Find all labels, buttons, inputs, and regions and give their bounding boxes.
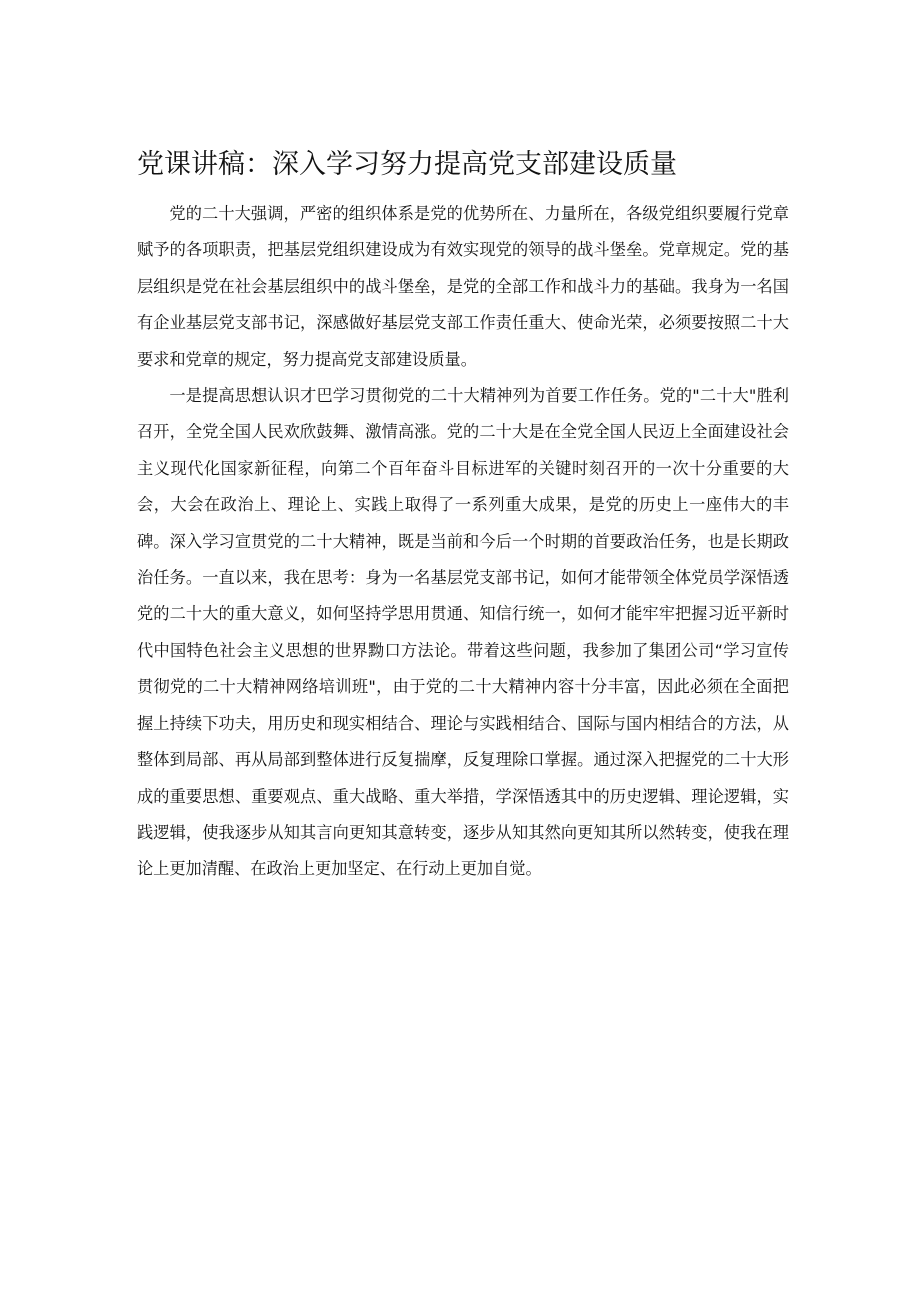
document-body	[137, 196, 789, 888]
document-title: 党课讲稿：深入学习努力提高党支部建设质量	[137, 149, 677, 180]
paragraph-intro: 党的二十大强调，严密的组织体系是党的优势所在、力量所在，各级党组织要履行党章赋予的各项职责，把基层党组织建设成为有效实现党的领导的战斗堡垒。党章规定。党的基层组织是党在社会基层组织中的战斗堡垒，是党的全部工作和战斗力的基础。我身为一名国有企业基层党支部书记，深感做好基层党支部工作责任重大、使命光荣，必须要按照二十大要求和党章的规定，努力提高党支部建设质量。	[137, 204, 789, 369]
paragraph-point-one: 一是提高思想认识才巴学习贯彻党的二十大精神列为首要工作任务。党的"二十大"胜利召开，全党全国人民欢欣鼓舞、激情高涨。党的二十大是在全党全国人民迈上全面建设社会主义现代化国家新征程，向第二个百年奋斗目标进军的关键时刻召开的一次十分重要的大会，大会在政治上、理论上、实践上取得了一系列重大成果，是党的历史上一座伟大的丰碑。深入学习宣贯党的二十大精神，既是当前和今后一个时期的首要政治任务，也是长期政治任务。一直以来，我在思考：身为一名基层党支部书记，如何才能带领全体党员学深悟透党的二十大的重大意义，如何坚持学思用贯通、知信行统一，如何才能牢牢把握习近平新时代中国特色社会主义思想的世界黝口方法论。带着这些问题，我参加了集团公司“学习宣传贯彻党的二十大精神网络培训班"，由于党的二十大精神内容十分丰富，因此必须在全面把握上持续下功夫，用历史和现实相结合、理论与实践相结合、国际与国内相结合的方法，从整体到局部、再从局部到整体进行反复揣摩，反复理除口掌握。通过深入把握党的二十大形成的重要思想、重要观点、重大战略、重大举措，学深悟透其中的历史逻辑、理论逻辑，实践逻辑，使我逐步从知其言向更知其意转变，逐步从知其然向更知其所以然转变，使我在理论上更加清醒、在政治上更加坚定、在行动上更加自觉。	[137, 386, 789, 879]
